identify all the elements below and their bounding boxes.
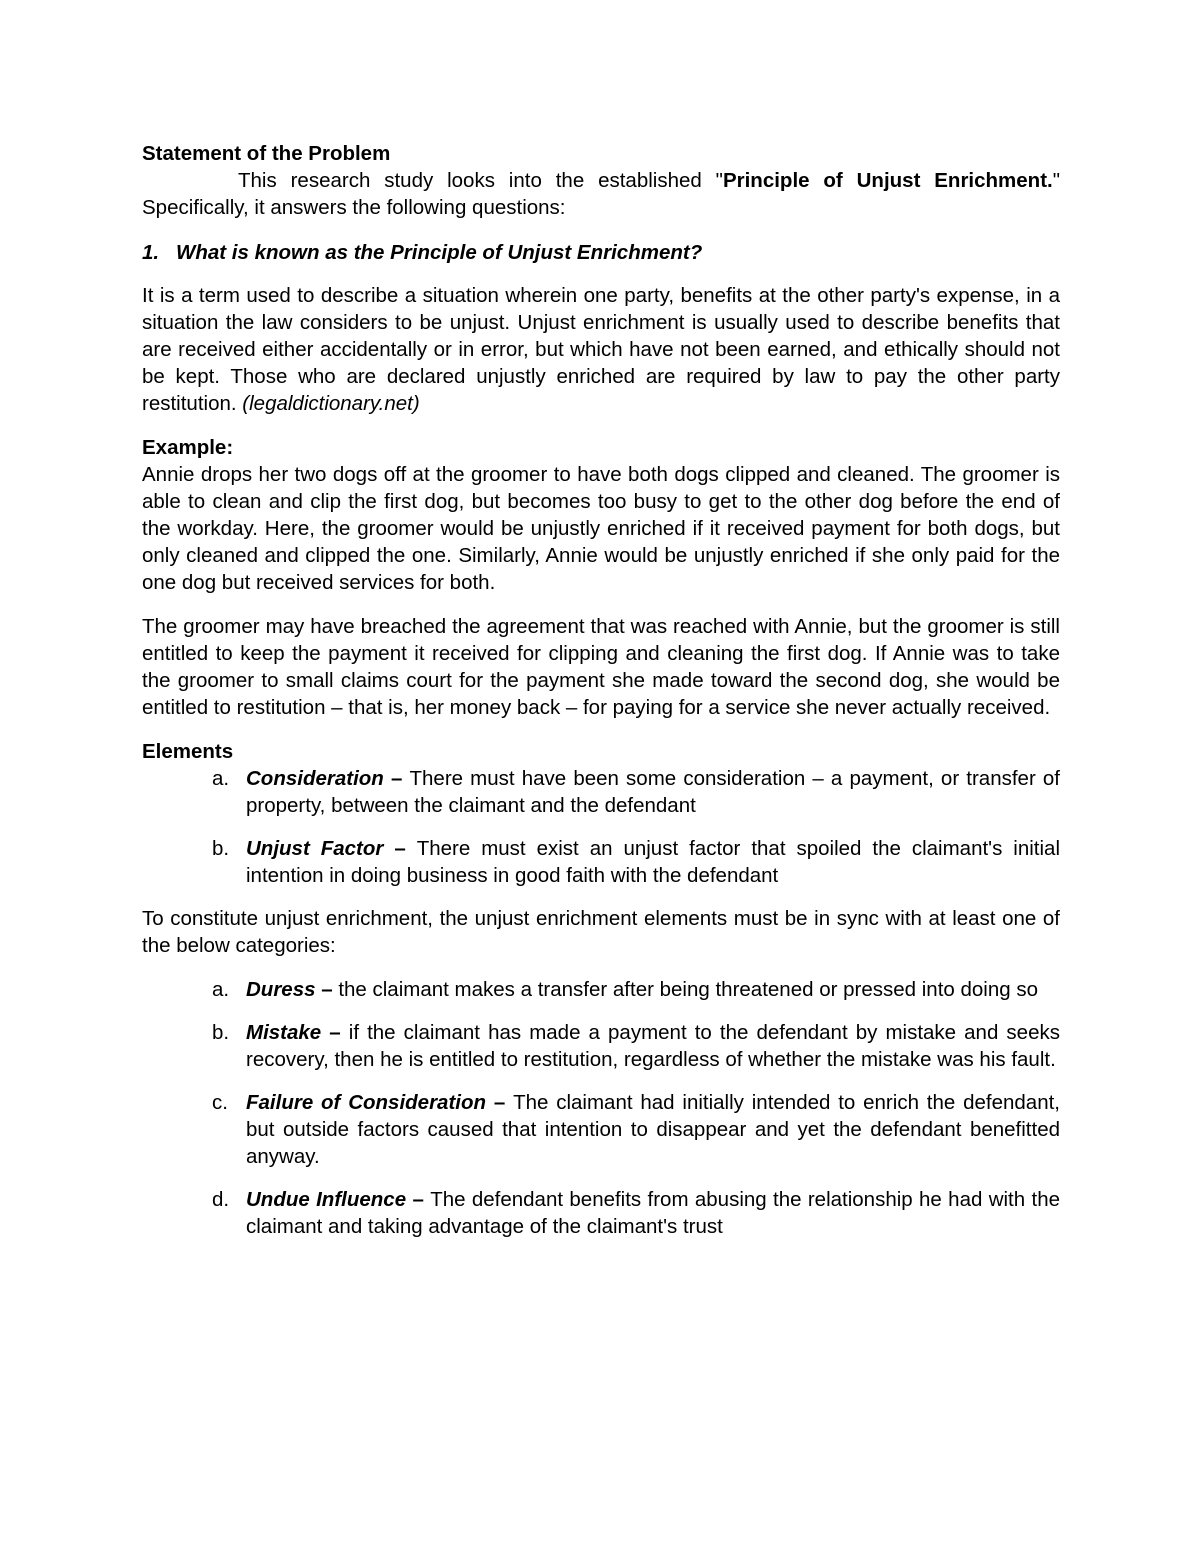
- list-item-body: [246, 835, 1060, 889]
- elements-heading: Elements: [142, 740, 234, 763]
- question-number: 1.: [142, 241, 160, 264]
- example-paragraph-1: Annie drops her two dogs off at the groomer to have both dogs clipped and cleaned. The groomer is able to clean and clip the first dog, but becomes too busy to get to the other dog before the end of the workday. Here, the groomer would be unjustly enriched if it received payment for both dogs, but only cleaned and clipped the one. Similarly, Annie would be unjustly enriched if she only paid for the one dog but received services for both.: [142, 463, 1060, 594]
- definition-text: It is a term used to describe a situation wherein one party, benefits at the other party's expense, in a situation the law considers to be unjust. Unjust enrichment is usually used to describe benefits that are received either accidentally or in error, but which have not been earned, and ethically should not be kept. Those who are declared unjustly enriched are required by law to pay the other party restitution.: [142, 284, 1060, 415]
- term-dash: –: [315, 978, 339, 1001]
- list-item: [142, 765, 1060, 819]
- element-term: Consideration: [246, 767, 384, 790]
- list-item: [142, 1019, 1060, 1073]
- intro-paragraph: [142, 167, 1060, 221]
- element-description: There must have been some consideration – a payment, or transfer of property, between the claimant and the defendant: [246, 767, 1060, 817]
- elements-list: [142, 765, 1060, 889]
- term-dash: –: [383, 837, 417, 860]
- list-marker: c.: [212, 1091, 228, 1114]
- principle-name: Principle of Unjust Enrichment.: [722, 169, 1053, 192]
- term-dash: –: [406, 1188, 431, 1211]
- list-item-body: [246, 1019, 1060, 1073]
- element-description: There must exist an unjust factor that spoiled the claimant's initial intention in doing business in good faith with the defendant: [246, 837, 1061, 887]
- categories-list: [142, 976, 1060, 1240]
- question-text: What is known as the Principle of Unjust Enrichment?: [176, 241, 703, 264]
- list-marker: a.: [212, 767, 230, 790]
- category-description: if the claimant has made a payment to the defendant by mistake and seeks recovery, then he is entitled to restitution, regardless of whether the mistake was his fault.: [246, 1021, 1060, 1071]
- list-item: [142, 1186, 1060, 1240]
- list-item: [142, 976, 1060, 1003]
- list-marker: b.: [212, 837, 230, 860]
- term-dash: –: [321, 1021, 349, 1044]
- list-marker: b.: [212, 1021, 230, 1044]
- list-item-body: [246, 1089, 1060, 1170]
- category-term: Duress: [246, 978, 316, 1001]
- intro-text-before: This research study looks into the established ": [238, 169, 723, 192]
- list-item-body: [246, 976, 1060, 1003]
- category-term: Undue Influence: [246, 1188, 407, 1211]
- category-description: The defendant benefits from abusing the relationship he had with the claimant and taking advantage of the claimant's trust: [246, 1188, 1060, 1238]
- document-page: [142, 140, 1060, 1256]
- intro-text-after: " Specifically, it answers the following questions:: [142, 169, 1061, 219]
- citation: (legaldictionary.net): [242, 392, 420, 415]
- research-question: [142, 239, 1060, 266]
- section-heading: Statement of the Problem: [142, 142, 391, 165]
- list-marker: a.: [212, 978, 230, 1001]
- category-term: Mistake: [246, 1021, 322, 1044]
- category-term: Failure of Consideration: [246, 1091, 487, 1114]
- categories-intro: To constitute unjust enrichment, the unjust enrichment elements must be in sync with at least one of the below categories:: [142, 907, 1060, 957]
- element-term: Unjust Factor: [246, 837, 384, 860]
- list-item: [142, 1089, 1060, 1170]
- definition-paragraph: [142, 282, 1060, 417]
- list-item: [142, 835, 1060, 889]
- example-paragraph-2: The groomer may have breached the agreement that was reached with Annie, but the groomer is still entitled to keep the payment it received for clipping and cleaning the first dog. If Annie was to take the groomer to small claims court for the payment she made toward the second dog, she would be entitled to restitution – that is, her money back – for paying for a service she never actually received.: [142, 615, 1060, 719]
- list-item-body: [246, 765, 1060, 819]
- category-description: the claimant makes a transfer after being threatened or pressed into doing so: [338, 978, 1038, 1001]
- term-dash: –: [486, 1091, 514, 1114]
- category-description: The claimant had initially intended to enrich the defendant, but outside factors caused that intention to disappear and yet the defendant benefitted anyway.: [246, 1091, 1060, 1168]
- term-dash: –: [383, 767, 410, 790]
- list-item-body: [246, 1186, 1060, 1240]
- example-heading: Example:: [142, 436, 234, 459]
- list-marker: d.: [212, 1188, 230, 1211]
